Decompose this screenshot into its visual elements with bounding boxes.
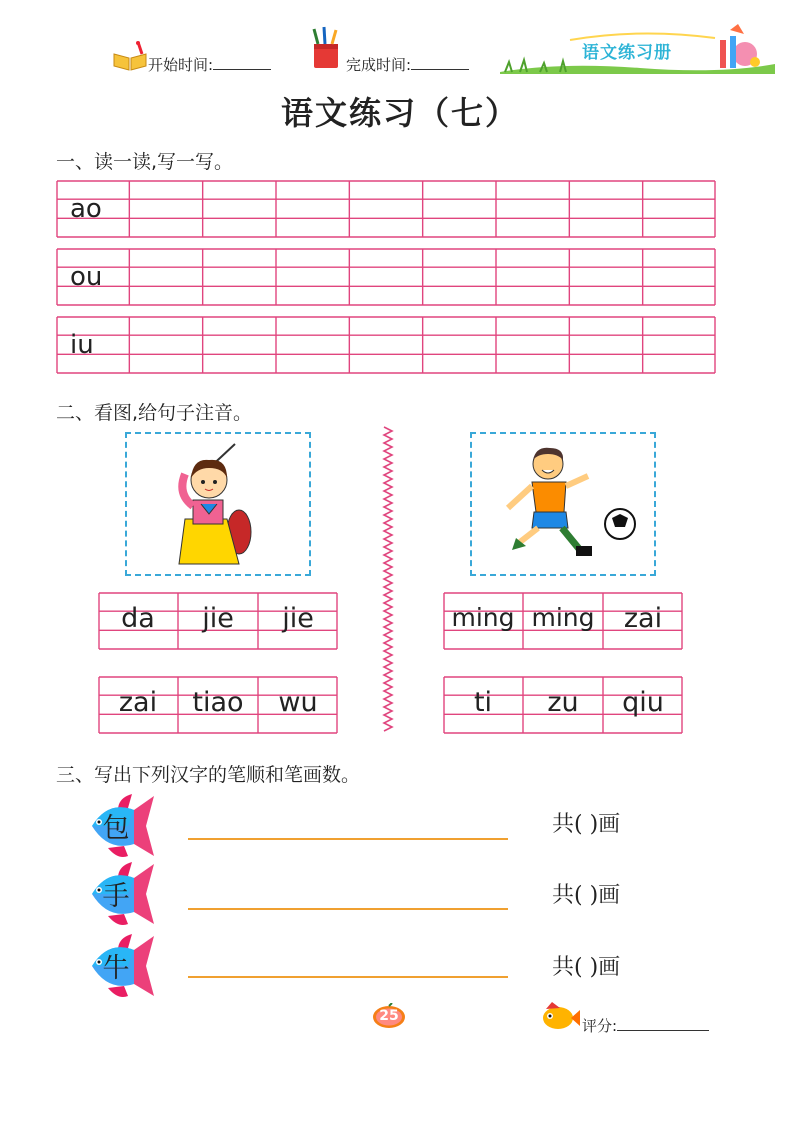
fish-icon	[88, 790, 160, 862]
syllable: tiao	[192, 687, 244, 718]
stroke-item	[0, 858, 800, 930]
syllable: ming	[531, 603, 595, 632]
section3-heading: 三、写出下列汉字的笔顺和笔画数。	[56, 764, 361, 786]
fish-icon	[88, 930, 160, 1002]
stroke-count: 共( )画	[552, 883, 621, 908]
fish-icon	[88, 858, 160, 930]
syllable: da	[121, 603, 155, 634]
picture-frame-left	[125, 432, 311, 576]
stroke-item	[0, 790, 800, 862]
picture-frame-right	[470, 432, 656, 576]
page-title: 语文练习（七）	[280, 94, 519, 132]
writing-row-label: ao	[70, 194, 102, 224]
writing-row[interactable]	[56, 248, 716, 306]
open-book-icon	[112, 40, 148, 72]
score-area	[582, 1015, 709, 1036]
writing-row[interactable]	[56, 316, 716, 374]
girl-drum-icon	[127, 434, 309, 574]
stroke-count: 共( )画	[552, 955, 621, 980]
score-label: 评分:	[582, 1017, 618, 1035]
zigzag-divider	[380, 425, 396, 735]
fish-mascot-icon	[538, 1000, 580, 1032]
syllable: qiu	[622, 687, 664, 718]
syllable-box-right-2[interactable]	[443, 676, 683, 734]
syllable: jie	[282, 603, 314, 634]
pinyin-grid	[56, 180, 716, 238]
stroke-character: 牛	[102, 953, 130, 984]
start-time-field[interactable]	[213, 55, 271, 70]
syllable-box-left-1[interactable]	[98, 592, 338, 650]
writing-row-label: iu	[70, 330, 94, 360]
syllable: wu	[278, 687, 318, 718]
syllable-box-right-1[interactable]	[443, 592, 683, 650]
pinyin-grid	[56, 316, 716, 374]
header	[0, 0, 800, 85]
pinyin-grid	[56, 248, 716, 306]
stroke-order-line[interactable]	[188, 976, 508, 978]
stroke-item	[0, 930, 800, 1002]
syllable: zai	[623, 603, 663, 634]
page-number-text: 25	[379, 1008, 399, 1024]
page-number	[372, 1003, 406, 1029]
score-field[interactable]	[617, 1017, 709, 1031]
pencil-cup-icon	[308, 26, 344, 70]
badge-title: 语文练习册	[582, 43, 672, 63]
stroke-count: 共( )画	[552, 812, 621, 837]
workbook-badge	[500, 22, 775, 80]
start-time-label: 开始时间:	[148, 56, 214, 74]
finish-time-label: 完成时间:	[346, 56, 412, 74]
section2-heading: 二、看图,给句子注音。	[56, 402, 253, 424]
stroke-order-line[interactable]	[188, 838, 508, 840]
stroke-character: 包	[102, 813, 130, 844]
section1-heading: 一、读一读,写一写。	[56, 151, 234, 173]
finish-time-field[interactable]	[411, 55, 469, 70]
syllable: ti	[473, 687, 493, 718]
stroke-character: 手	[102, 881, 130, 912]
syllable: zai	[118, 687, 158, 718]
writing-row[interactable]	[56, 180, 716, 238]
syllable: ming	[451, 603, 515, 632]
syllable-box-left-2[interactable]	[98, 676, 338, 734]
writing-row-label: ou	[70, 262, 103, 292]
boy-soccer-icon	[472, 434, 654, 574]
syllable: jie	[202, 603, 234, 634]
stroke-order-line[interactable]	[188, 908, 508, 910]
syllable: zu	[547, 687, 579, 718]
